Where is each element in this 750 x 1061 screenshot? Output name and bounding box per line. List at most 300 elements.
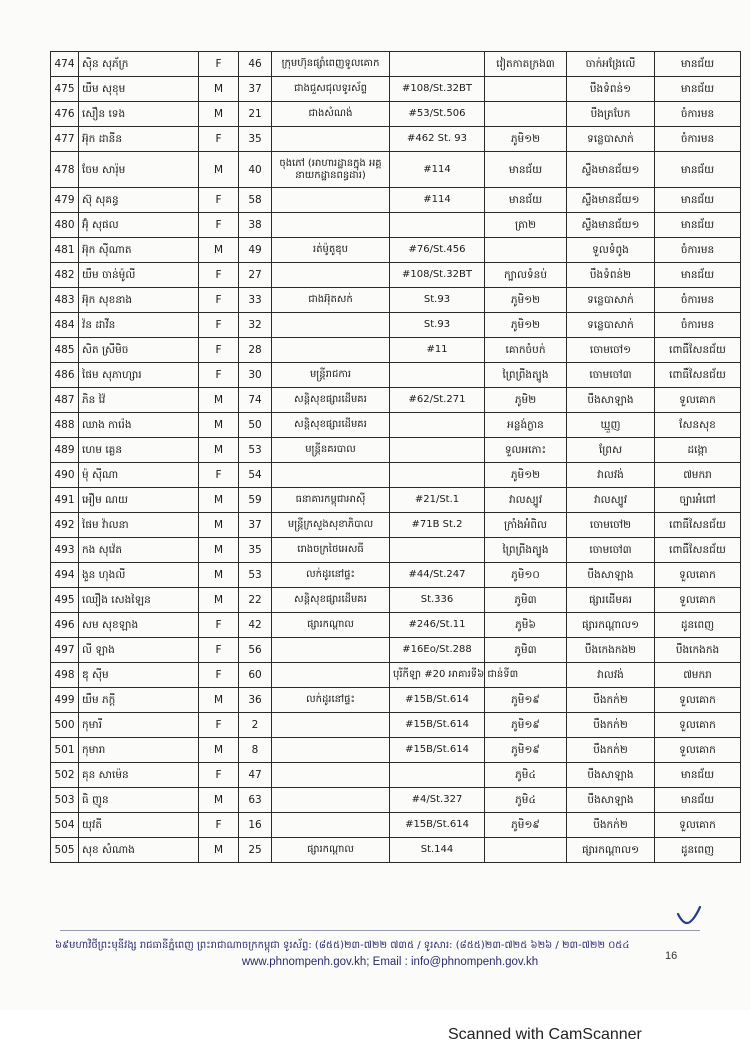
person-name-cell: ផៃម វ៉ាលនា bbox=[79, 513, 199, 538]
age-cell: 8 bbox=[239, 738, 272, 763]
table-row bbox=[51, 538, 741, 563]
footer-address: ៦៩មហាវិថីព្រះមុនីវង្ស រាជធានីភ្នំពេញ ព្រះរាជាណាចក្រកម្ពុជា ទូរស័ព្ទ: (៨៥៥)២៣-៧២២ ៧៣៥ / ទូរសារ: (៨៥៥)២៣-៧២៥ ៦២៦ / ២៣-៧២២ ០៥៤ bbox=[55, 940, 630, 951]
commune-cell: បឹងកក់២ bbox=[567, 713, 655, 738]
house-street-cell: #114 bbox=[390, 152, 485, 188]
row-number-cell: 493 bbox=[51, 538, 79, 563]
sex-cell: M bbox=[199, 838, 239, 863]
commune-cell: ស្ទឹងមានជ័យ១ bbox=[567, 213, 655, 238]
house-street-cell bbox=[390, 763, 485, 788]
house-street-cell bbox=[390, 463, 485, 488]
age-cell: 28 bbox=[239, 338, 272, 363]
person-name-cell: ផៃម សុភាហ្សារ bbox=[79, 363, 199, 388]
village-cell: ភូមិ១៩ bbox=[485, 738, 567, 763]
occupation-cell bbox=[272, 338, 390, 363]
house-street-cell bbox=[390, 363, 485, 388]
person-name-cell: យឹម សុខុម bbox=[79, 77, 199, 102]
house-street-cell bbox=[390, 52, 485, 77]
house-street-cell: #246/St.11 bbox=[390, 613, 485, 638]
person-name-cell: សិត ស្រីមិច bbox=[79, 338, 199, 363]
sex-cell: M bbox=[199, 788, 239, 813]
table-row bbox=[51, 738, 741, 763]
district-cell: ពោធិ៍សែនជ័យ bbox=[655, 363, 741, 388]
table-row bbox=[51, 127, 741, 152]
occupation-cell: រោងចក្រថៃអេសធី bbox=[272, 538, 390, 563]
sex-cell: M bbox=[199, 738, 239, 763]
village-cell: ភូមិ៣ bbox=[485, 588, 567, 613]
sex-cell: F bbox=[199, 363, 239, 388]
commune-cell: បឹងសាឡាង bbox=[567, 763, 655, 788]
table-row bbox=[51, 688, 741, 713]
occupation-cell bbox=[272, 463, 390, 488]
village-cell: ភូមិ៤ bbox=[485, 788, 567, 813]
sex-cell: F bbox=[199, 638, 239, 663]
age-cell: 35 bbox=[239, 127, 272, 152]
row-number-cell: 474 bbox=[51, 52, 79, 77]
commune-cell: បឹងត្របែក bbox=[567, 102, 655, 127]
row-number-cell: 494 bbox=[51, 563, 79, 588]
district-cell: មានជ័យ bbox=[655, 152, 741, 188]
table-row bbox=[51, 77, 741, 102]
table-row bbox=[51, 638, 741, 663]
page-number: 16 bbox=[665, 950, 678, 962]
commune-cell: បឹងកក់២ bbox=[567, 688, 655, 713]
row-number-cell: 504 bbox=[51, 813, 79, 838]
row-number-cell: 479 bbox=[51, 188, 79, 213]
person-name-cell: ឌុ ស៊ីម bbox=[79, 663, 199, 688]
sex-cell: F bbox=[199, 313, 239, 338]
occupation-cell bbox=[272, 763, 390, 788]
village-cell: ក្រាំងអំពិល bbox=[485, 513, 567, 538]
row-number-cell: 498 bbox=[51, 663, 79, 688]
age-cell: 16 bbox=[239, 813, 272, 838]
house-street-cell: #15B/St.614 bbox=[390, 713, 485, 738]
occupation-cell: ជាងជួសជុលទូរស័ព្ទ bbox=[272, 77, 390, 102]
village-cell bbox=[485, 102, 567, 127]
person-name-cell: លី ឡាង bbox=[79, 638, 199, 663]
commune-cell: បឹងកក់២ bbox=[567, 813, 655, 838]
age-cell: 60 bbox=[239, 663, 272, 688]
commune-cell: ទួលទំពូង bbox=[567, 238, 655, 263]
age-cell: 27 bbox=[239, 263, 272, 288]
person-name-cell: សុខ សំណាង bbox=[79, 838, 199, 863]
house-street-cell: #108/St.32BT bbox=[390, 263, 485, 288]
row-number-cell: 486 bbox=[51, 363, 79, 388]
person-name-cell: ឈាង ការ៉េង bbox=[79, 413, 199, 438]
person-name-cell: កង សុវ៉េត bbox=[79, 538, 199, 563]
occupation-cell: ចុងភៅ (អាហារដ្ឋានក្នុង អគ្គនាយកដ្ឋានពន្ធដារ) bbox=[272, 152, 390, 188]
commune-cell: វាលវង់ bbox=[567, 463, 655, 488]
commune-cell: ឃ្មួញ bbox=[567, 413, 655, 438]
village-cell: ភូមិ៦ bbox=[485, 613, 567, 638]
table-row bbox=[51, 488, 741, 513]
sex-cell: M bbox=[199, 388, 239, 413]
house-street-cell bbox=[390, 438, 485, 463]
table-row bbox=[51, 188, 741, 213]
person-name-cell: កុមារី bbox=[79, 713, 199, 738]
house-street-cell: #108/St.32BT bbox=[390, 77, 485, 102]
house-street-cell: St.93 bbox=[390, 313, 485, 338]
district-cell: ៧មករា bbox=[655, 663, 741, 688]
occupation-cell bbox=[272, 738, 390, 763]
age-cell: 54 bbox=[239, 463, 272, 488]
house-street-cell bbox=[390, 413, 485, 438]
district-cell: ច្បារអំពៅ bbox=[655, 488, 741, 513]
village-cell: មានជ័យ bbox=[485, 152, 567, 188]
commune-cell: ចោមចៅ៣ bbox=[567, 363, 655, 388]
district-cell: ទួលគោក bbox=[655, 813, 741, 838]
village-cell bbox=[485, 838, 567, 863]
house-street-cell: #114 bbox=[390, 188, 485, 213]
district-cell: ចំការមន bbox=[655, 238, 741, 263]
commune-cell: ព្រែស bbox=[567, 438, 655, 463]
village-cell bbox=[485, 77, 567, 102]
age-cell: 42 bbox=[239, 613, 272, 638]
age-cell: 53 bbox=[239, 563, 272, 588]
commune-cell: វាលវង់ bbox=[567, 663, 655, 688]
row-number-cell: 485 bbox=[51, 338, 79, 363]
house-street-cell: #15B/St.614 bbox=[390, 688, 485, 713]
village-cell: ភូមិ១៩ bbox=[485, 713, 567, 738]
table-row bbox=[51, 288, 741, 313]
age-cell: 53 bbox=[239, 438, 272, 463]
village-cell: វៀតកាតក្រង៣ bbox=[485, 52, 567, 77]
sex-cell: F bbox=[199, 613, 239, 638]
table-row bbox=[51, 313, 741, 338]
occupation-cell: រត់ម៉ូតូឌុប bbox=[272, 238, 390, 263]
table-row bbox=[51, 213, 741, 238]
row-number-cell: 478 bbox=[51, 152, 79, 188]
district-cell: មានជ័យ bbox=[655, 788, 741, 813]
commune-cell: បឹងកក់២ bbox=[567, 738, 655, 763]
house-street-cell: #62/St.271 bbox=[390, 388, 485, 413]
district-cell: ទួលគោក bbox=[655, 713, 741, 738]
table-row bbox=[51, 663, 741, 688]
district-cell: ទួលគោក bbox=[655, 588, 741, 613]
roster-body bbox=[51, 52, 741, 863]
occupation-cell: មន្ត្រីក្រសួងសុខាភិបាល bbox=[272, 513, 390, 538]
commune-cell: ចោមចៅ៣ bbox=[567, 538, 655, 563]
person-name-cell: អ៊ុក សុខនាង bbox=[79, 288, 199, 313]
person-name-cell: ស៊ិន សុភ័ក្រ bbox=[79, 52, 199, 77]
sex-cell: F bbox=[199, 263, 239, 288]
occupation-cell bbox=[272, 663, 390, 688]
occupation-cell bbox=[272, 788, 390, 813]
person-name-cell: ម៉ុ ស៊ីណា bbox=[79, 463, 199, 488]
district-cell: ចំការមន bbox=[655, 127, 741, 152]
occupation-cell bbox=[272, 188, 390, 213]
age-cell: 47 bbox=[239, 763, 272, 788]
row-number-cell: 503 bbox=[51, 788, 79, 813]
district-cell: ដូនពេញ bbox=[655, 613, 741, 638]
patient-roster-table bbox=[50, 51, 741, 863]
table-row bbox=[51, 588, 741, 613]
person-name-cell: ចែម សារ៉ុម bbox=[79, 152, 199, 188]
age-cell: 49 bbox=[239, 238, 272, 263]
age-cell: 37 bbox=[239, 513, 272, 538]
village-cell: គោកចំបក់ bbox=[485, 338, 567, 363]
house-street-cell: #462 St. 93 bbox=[390, 127, 485, 152]
house-street-cell: St.93 bbox=[390, 288, 485, 313]
row-number-cell: 477 bbox=[51, 127, 79, 152]
row-number-cell: 499 bbox=[51, 688, 79, 713]
age-cell: 22 bbox=[239, 588, 272, 613]
occupation-cell: សន្តិសុខផ្សារដើមគរ bbox=[272, 388, 390, 413]
table-row bbox=[51, 813, 741, 838]
village-cell: ភូមិ១០ bbox=[485, 563, 567, 588]
village-cell: អន្លង់ក្ងាន bbox=[485, 413, 567, 438]
age-cell: 25 bbox=[239, 838, 272, 863]
occupation-cell: ក្រុមហ៊ុនផ្សាំពេញទូលគោក bbox=[272, 52, 390, 77]
village-cell: ភូមិ១៩ bbox=[485, 688, 567, 713]
row-number-cell: 487 bbox=[51, 388, 79, 413]
row-number-cell: 489 bbox=[51, 438, 79, 463]
village-cell: ភូមិ១៩ bbox=[485, 813, 567, 838]
district-cell: បឹងកេងកង bbox=[655, 638, 741, 663]
commune-cell: ចោមចៅ១ bbox=[567, 338, 655, 363]
table-row bbox=[51, 713, 741, 738]
table-row bbox=[51, 413, 741, 438]
commune-cell: ចោមចៅ២ bbox=[567, 513, 655, 538]
commune-cell: ចាក់អង្រែលើ bbox=[567, 52, 655, 77]
commune-cell: ស្ទឹងមានជ័យ១ bbox=[567, 188, 655, 213]
table-row bbox=[51, 388, 741, 413]
occupation-cell bbox=[272, 127, 390, 152]
commune-cell: បឹងកេងកង២ bbox=[567, 638, 655, 663]
district-cell: ចំការមន bbox=[655, 313, 741, 338]
village-cell: ភូមិ១២ bbox=[485, 463, 567, 488]
house-street-cell: St.144 bbox=[390, 838, 485, 863]
commune-cell: បឹងសាឡាង bbox=[567, 563, 655, 588]
sex-cell: F bbox=[199, 127, 239, 152]
age-cell: 32 bbox=[239, 313, 272, 338]
district-cell: ចំការមន bbox=[655, 102, 741, 127]
person-name-cell: ស៊ុ សុគន្ធ bbox=[79, 188, 199, 213]
person-name-cell: វ៉ន ដាវីន bbox=[79, 313, 199, 338]
village-cell: ភូមិ៣ bbox=[485, 638, 567, 663]
village-cell: ទួលអភោះ bbox=[485, 438, 567, 463]
commune-cell: ផ្សារកណ្តាល១ bbox=[567, 613, 655, 638]
age-cell: 21 bbox=[239, 102, 272, 127]
house-street-cell: #16Eo/St.288 bbox=[390, 638, 485, 663]
house-street-cell: #11 bbox=[390, 338, 485, 363]
person-name-cell: អ៊ុំ សុផល bbox=[79, 213, 199, 238]
district-cell: ចំការមន bbox=[655, 288, 741, 313]
district-cell: មានជ័យ bbox=[655, 263, 741, 288]
person-name-cell: យុវតី bbox=[79, 813, 199, 838]
village-cell: ភូមិ១២ bbox=[485, 127, 567, 152]
sex-cell: F bbox=[199, 188, 239, 213]
sex-cell: M bbox=[199, 563, 239, 588]
occupation-cell bbox=[272, 263, 390, 288]
district-cell: មានជ័យ bbox=[655, 213, 741, 238]
occupation-cell: មន្ត្រីនគរបាល bbox=[272, 438, 390, 463]
sex-cell: M bbox=[199, 152, 239, 188]
district-cell: ពោធិ៍សែនជ័យ bbox=[655, 338, 741, 363]
age-cell: 38 bbox=[239, 213, 272, 238]
house-street-cell: បុរីកីឡា #20 អាគារទី៦ ជាន់ទី៣ bbox=[390, 663, 485, 688]
village-cell: ព្រៃព្រីងត្បូង bbox=[485, 538, 567, 563]
scanner-watermark: Scanned with CamScanner bbox=[448, 1026, 642, 1043]
row-number-cell: 483 bbox=[51, 288, 79, 313]
table-row bbox=[51, 763, 741, 788]
footer-divider bbox=[60, 930, 700, 931]
occupation-cell: ជាងសំណង់ bbox=[272, 102, 390, 127]
person-name-cell: គុន សាម៉េន bbox=[79, 763, 199, 788]
district-cell: ដូនពេញ bbox=[655, 838, 741, 863]
house-street-cell: #4/St.327 bbox=[390, 788, 485, 813]
district-cell: មានជ័យ bbox=[655, 77, 741, 102]
sex-cell: M bbox=[199, 688, 239, 713]
age-cell: 36 bbox=[239, 688, 272, 713]
row-number-cell: 492 bbox=[51, 513, 79, 538]
village-cell: ភូមិ១២ bbox=[485, 313, 567, 338]
district-cell: ទួលគោក bbox=[655, 688, 741, 713]
district-cell: ទួលគោក bbox=[655, 738, 741, 763]
village-cell: ភូមិ២ bbox=[485, 388, 567, 413]
sex-cell: F bbox=[199, 763, 239, 788]
row-number-cell: 501 bbox=[51, 738, 79, 763]
house-street-cell: #76/St.456 bbox=[390, 238, 485, 263]
age-cell: 30 bbox=[239, 363, 272, 388]
village-cell: មានជ័យ bbox=[485, 188, 567, 213]
sex-cell: F bbox=[199, 463, 239, 488]
age-cell: 2 bbox=[239, 713, 272, 738]
village-cell: ព្រៃព្រីងត្បូង bbox=[485, 363, 567, 388]
age-cell: 56 bbox=[239, 638, 272, 663]
sex-cell: M bbox=[199, 438, 239, 463]
occupation-cell bbox=[272, 313, 390, 338]
occupation-cell: ផ្សារកណ្តាល bbox=[272, 838, 390, 863]
sex-cell: M bbox=[199, 238, 239, 263]
age-cell: 59 bbox=[239, 488, 272, 513]
house-street-cell: #21/St.1 bbox=[390, 488, 485, 513]
person-name-cell: ងួន ហុងលី bbox=[79, 563, 199, 588]
district-cell: ទួលគោក bbox=[655, 388, 741, 413]
village-cell: វាលស្បូវ bbox=[485, 488, 567, 513]
sex-cell: M bbox=[199, 413, 239, 438]
house-street-cell: #53/St.506 bbox=[390, 102, 485, 127]
row-number-cell: 476 bbox=[51, 102, 79, 127]
occupation-cell: ផ្សារកណ្តាល bbox=[272, 613, 390, 638]
sex-cell: M bbox=[199, 102, 239, 127]
occupation-cell bbox=[272, 713, 390, 738]
house-street-cell bbox=[390, 538, 485, 563]
district-cell: ពោធិ៍សែនជ័យ bbox=[655, 513, 741, 538]
district-cell: ទួលគោក bbox=[655, 563, 741, 588]
table-row bbox=[51, 513, 741, 538]
house-street-cell: #44/St.247 bbox=[390, 563, 485, 588]
handwritten-check-mark bbox=[676, 904, 702, 926]
table-row bbox=[51, 463, 741, 488]
commune-cell: វាលស្បូវ bbox=[567, 488, 655, 513]
age-cell: 46 bbox=[239, 52, 272, 77]
table-row bbox=[51, 238, 741, 263]
house-street-cell bbox=[390, 213, 485, 238]
commune-cell: ស្ទឹងមានជ័យ១ bbox=[567, 152, 655, 188]
person-name-cell: អឿម ណយ bbox=[79, 488, 199, 513]
age-cell: 50 bbox=[239, 413, 272, 438]
row-number-cell: 488 bbox=[51, 413, 79, 438]
row-number-cell: 475 bbox=[51, 77, 79, 102]
occupation-cell: ជាងអ៊ុតសក់ bbox=[272, 288, 390, 313]
person-name-cell: កុមារា bbox=[79, 738, 199, 763]
district-cell: មានជ័យ bbox=[655, 188, 741, 213]
district-cell: ៧មករា bbox=[655, 463, 741, 488]
person-name-cell: អ៊ុក ដានីន bbox=[79, 127, 199, 152]
district-cell: ដង្កោ bbox=[655, 438, 741, 463]
row-number-cell: 480 bbox=[51, 213, 79, 238]
person-name-cell: ភិន វ៉ៃ bbox=[79, 388, 199, 413]
house-street-cell: #71B St.2 bbox=[390, 513, 485, 538]
sex-cell: M bbox=[199, 488, 239, 513]
person-name-cell: អ៊ុក ស៊ីណាត bbox=[79, 238, 199, 263]
person-name-cell: ឈឿង សេងឡៃន bbox=[79, 588, 199, 613]
district-cell: សែនសុខ bbox=[655, 413, 741, 438]
table-row bbox=[51, 363, 741, 388]
village-cell: ក្បាលទំនប់ bbox=[485, 263, 567, 288]
age-cell: 35 bbox=[239, 538, 272, 563]
age-cell: 63 bbox=[239, 788, 272, 813]
row-number-cell: 500 bbox=[51, 713, 79, 738]
occupation-cell: សន្តិសុខផ្សារដើមគរ bbox=[272, 588, 390, 613]
commune-cell: បឹងសាឡាង bbox=[567, 788, 655, 813]
occupation-cell bbox=[272, 213, 390, 238]
sex-cell: M bbox=[199, 77, 239, 102]
sex-cell: F bbox=[199, 52, 239, 77]
table-row bbox=[51, 338, 741, 363]
district-cell: មានជ័យ bbox=[655, 763, 741, 788]
sex-cell: M bbox=[199, 513, 239, 538]
village-cell: ត្រា២ bbox=[485, 213, 567, 238]
row-number-cell: 495 bbox=[51, 588, 79, 613]
row-number-cell: 482 bbox=[51, 263, 79, 288]
sex-cell: F bbox=[199, 338, 239, 363]
sex-cell: M bbox=[199, 538, 239, 563]
age-cell: 37 bbox=[239, 77, 272, 102]
row-number-cell: 505 bbox=[51, 838, 79, 863]
sex-cell: M bbox=[199, 588, 239, 613]
village-cell bbox=[485, 238, 567, 263]
row-number-cell: 490 bbox=[51, 463, 79, 488]
village-cell: ភូមិ១២ bbox=[485, 288, 567, 313]
commune-cell: ទន្លេបាសាក់ bbox=[567, 313, 655, 338]
occupation-cell bbox=[272, 638, 390, 663]
age-cell: 33 bbox=[239, 288, 272, 313]
age-cell: 40 bbox=[239, 152, 272, 188]
row-number-cell: 491 bbox=[51, 488, 79, 513]
commune-cell: ផ្សារដើមគរ bbox=[567, 588, 655, 613]
table-row bbox=[51, 838, 741, 863]
commune-cell: ទន្លេបាសាក់ bbox=[567, 288, 655, 313]
row-number-cell: 497 bbox=[51, 638, 79, 663]
sex-cell: F bbox=[199, 213, 239, 238]
commune-cell: បឹងទំពន់១ bbox=[567, 77, 655, 102]
occupation-cell: លក់ដូរនៅផ្ទះ bbox=[272, 563, 390, 588]
age-cell: 58 bbox=[239, 188, 272, 213]
occupation-cell: លក់ដូរនៅផ្ទះ bbox=[272, 688, 390, 713]
person-name-cell: យឹម ចាន់ម៉ូលី bbox=[79, 263, 199, 288]
table-row bbox=[51, 788, 741, 813]
occupation-cell bbox=[272, 813, 390, 838]
person-name-cell: សឿន ទេង bbox=[79, 102, 199, 127]
footer-website-email: www.phnompenh.gov.kh; Email : info@phnompenh.gov.kh bbox=[241, 956, 539, 968]
commune-cell: បឹងសាឡាង bbox=[567, 388, 655, 413]
house-street-cell: #15B/St.614 bbox=[390, 738, 485, 763]
table-row bbox=[51, 102, 741, 127]
sex-cell: F bbox=[199, 713, 239, 738]
commune-cell: ផ្សារកណ្តាល១ bbox=[567, 838, 655, 863]
table-row bbox=[51, 563, 741, 588]
